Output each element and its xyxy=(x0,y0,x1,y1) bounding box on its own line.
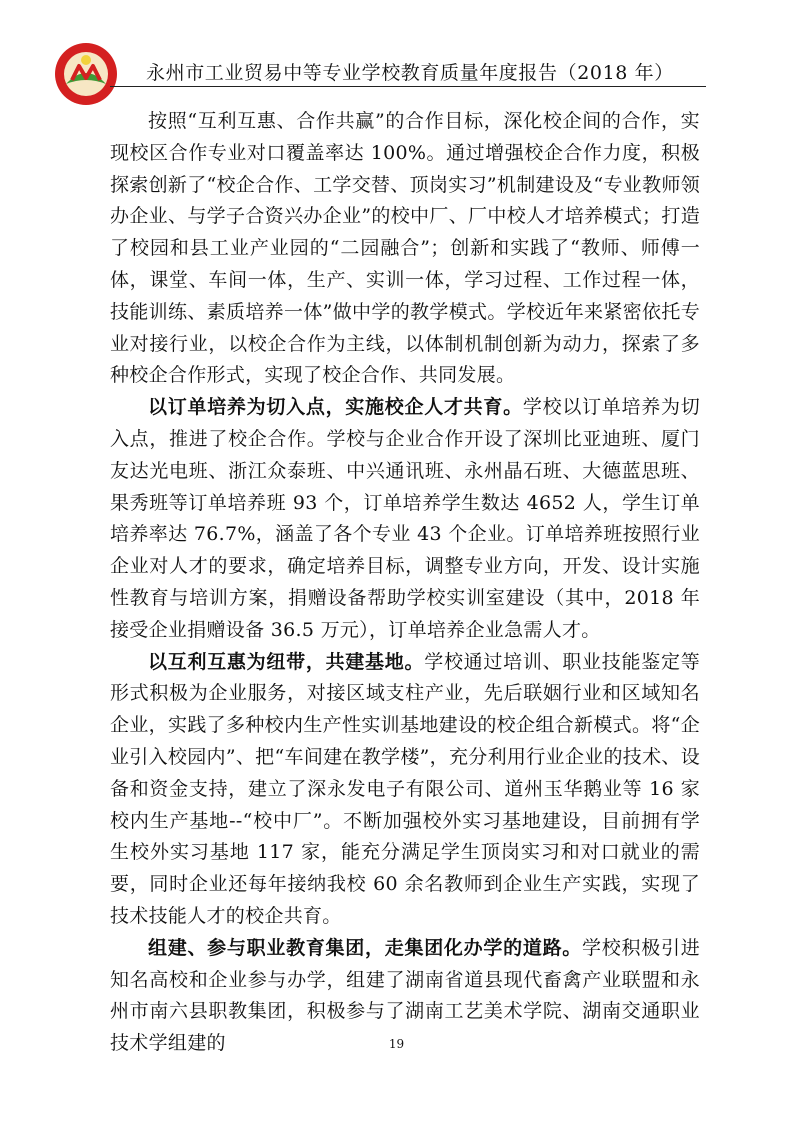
paragraph-text: 按照“互利互惠、合作共赢”的合作目标，深化校企间的合作，实现校区合作专业对口覆盖率达 100%。通过增强校企合作力度，积极探索创新了“校企合作、工学交替、顶岗实习”机制建设及“专业教师领办企业、与学子合资兴办企业”的校中厂、厂中校人才培养模式；打造了校园和县工业产业园的“二园融合”；创新和实践了“教师、师傅一体，课堂、车间一体，生产、实训一体，学习过程、工作过程一体，技能训练、素质培养一体”做中学的教学模式。学校近年来紧密依托专业对接行业，以校企合作为主线，以体制机制创新为动力，探索了多种校企合作形式，实现了校企合作、共同发展。 xyxy=(110,110,700,387)
school-emblem-icon xyxy=(52,40,120,108)
paragraph-order-training xyxy=(110,392,700,646)
paragraph-lead-heading: 以订单培养为切入点，实施校企人才共育。 xyxy=(148,396,523,419)
paragraph-lead-heading: 组建、参与职业教育集团，走集团化办学的道路。 xyxy=(148,936,583,959)
paragraph-shared-bases xyxy=(110,647,700,933)
page-number: 19 xyxy=(388,1037,405,1051)
emblem-sun xyxy=(81,55,91,65)
page-header-title: 永州市工业贸易中等专业学校教育质量年度报告（2018 年） xyxy=(146,62,674,84)
paragraph-text: 学校以订单培养为切入点，推进了校企合作。学校与企业合作开设了深圳比亚迪班、厦门友达光电班、浙江众泰班、中兴通讯班、永州晶石班、大德蓝思班、果秀班等订单培养班 93 个，订单培养学生数达 4652 人，学生订单培养率达 76.7%，涵盖了各个专业 43 个企业。订单培养班按照行业企业对人才的要求，确定培养目标，调整专业方向，开发、设计实施性教育与培训方案，捐赠设备帮助学校实训室建设（其中，2018 年接受企业捐赠设备 36.5 万元），订单培养企业急需人才。 xyxy=(110,396,701,641)
report-body xyxy=(110,106,700,1060)
header-divider xyxy=(110,86,706,87)
paragraph-lead-heading: 以互利互惠为纽带，共建基地。 xyxy=(148,650,425,673)
paragraph-text: 学校积极引进知名高校和企业参与办学，组建了湖南省道县现代畜禽产业联盟和永州市南六县职教集团，积极参与了湖南工艺美术学院、湖南交通职业技术学组建的 xyxy=(110,936,700,1055)
paragraph-cooperation-goal xyxy=(110,106,700,392)
paragraph-text: 学校通过培训、职业技能鉴定等形式积极为企业服务，对接区域支柱产业，先后联姻行业和区域知名企业，实践了多种校内生产性实训基地建设的校企组合新模式。将“企业引入校园内”、把“车间建在教学楼”，充分利用行业企业的技术、设备和资金支持，建立了深永发电子有限公司、道州玉华鹅业等 16 家校内生产基地--“校中厂”。不断加强校外实习基地建设，目前拥有学生校外实习基地 117 家，能充分满足学生顶岗实习和对口就业的需要，同时企业还每年接纳我校 60 余名教师到企业生产实践，实现了技术技能人才的校企共育。 xyxy=(110,650,701,927)
